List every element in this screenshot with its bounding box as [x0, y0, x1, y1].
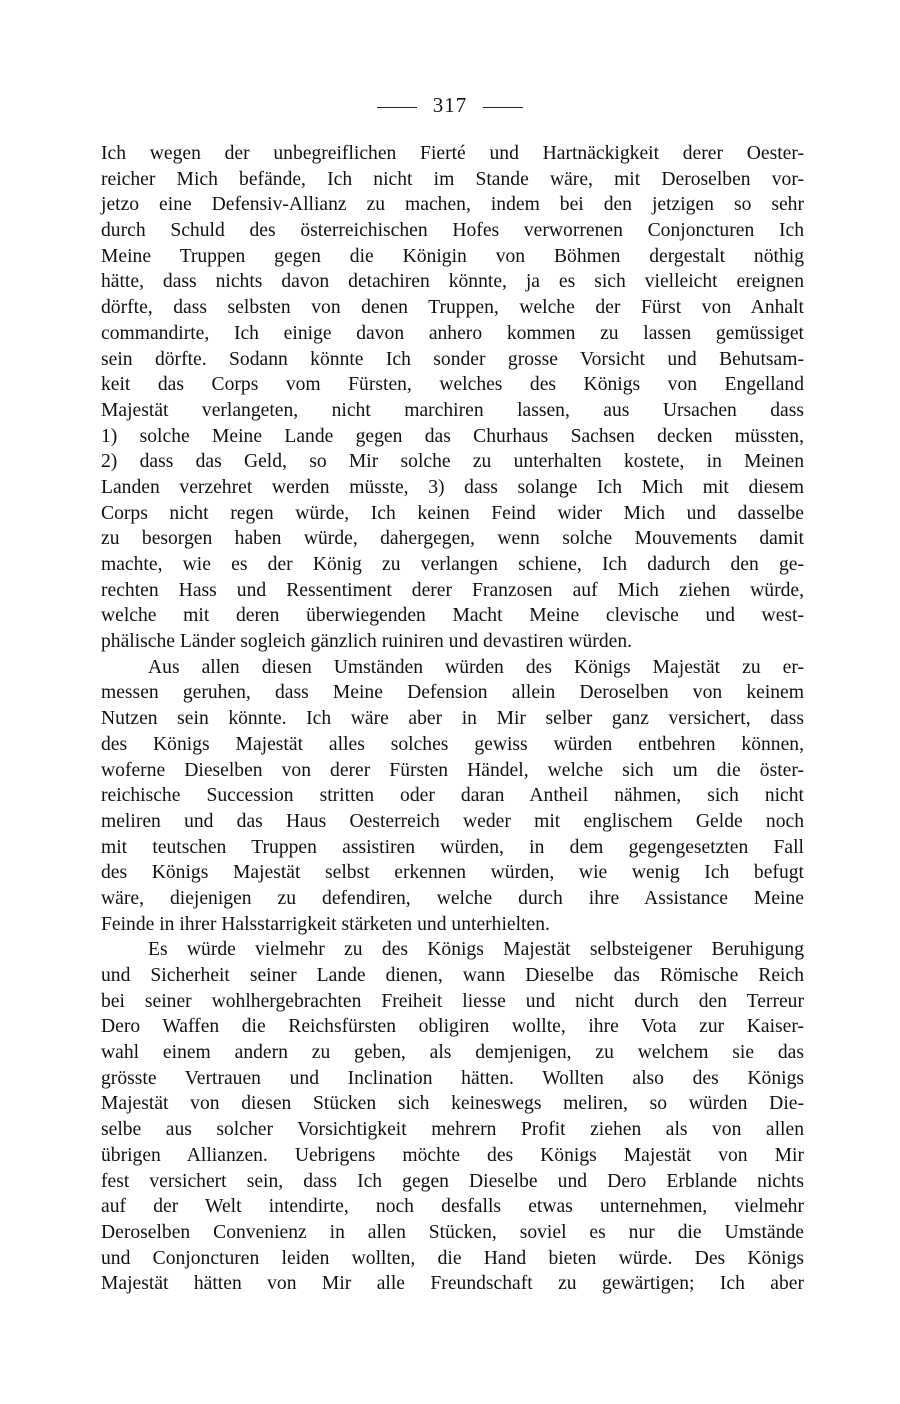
text-line: 1) solche Meine Lande gegen das Churhaus Sachsen decken müssten,: [101, 425, 804, 447]
text-line: meliren und das Haus Oesterreich weder mit englischem Gelde noch: [101, 810, 804, 832]
text-line: dörfte, dass selbsten von denen Truppen, welche der Fürst von Anhalt: [101, 297, 804, 319]
text-line: grösste Vertrauen und Inclination hätten. Wollten also des Königs: [101, 1067, 804, 1089]
text-line: Landen verzehret werden müsste, 3) dass solange Ich Mich mit diesem: [101, 476, 804, 498]
text-line: keit das Corps vom Fürsten, welches des Königs von Engelland: [101, 374, 804, 396]
text-line: Ich wegen der unbegreiflichen Fierté und Hartnäckigkeit derer Oester-: [101, 143, 804, 164]
text-line: jetzo eine Defensiv-Allianz zu machen, indem bei den jetzigen so sehr: [101, 194, 804, 216]
text-line: Majestät verlangeten, nicht marchiren lassen, aus Ursachen dass: [101, 399, 804, 421]
text-line: commandirte, Ich einige davon anhero kommen zu lassen gemüssiget: [101, 322, 804, 344]
text-line: zu besorgen haben würde, dahergegen, wenn solche Mouvements damit: [101, 528, 804, 550]
text-line: Deroselben Convenienz in allen Stücken, soviel es nur die Umstände: [101, 1221, 804, 1243]
text-line: sein dörfte. Sodann könnte Ich sonder grosse Vorsicht und Behutsam-: [101, 348, 804, 370]
page-header: [0, 91, 900, 119]
header-rule-right: [483, 107, 523, 108]
text-line: Es würde vielmehr zu des Königs Majestät selbsteigener Beruhigung: [148, 939, 804, 961]
text-line: Meine Truppen gegen die Königin von Böhmen dergestalt nöthig: [101, 245, 804, 267]
body-text: [101, 141, 804, 1297]
text-line: des Königs Majestät alles solches gewiss würden entbehren können,: [101, 733, 804, 755]
text-line: auf der Welt intendirte, noch desfalls etwas unternehmen, vielmehr: [101, 1196, 804, 1218]
text-line: bei seiner wohlhergebrachten Freiheit liesse und nicht durch den Terreur: [101, 990, 804, 1012]
text-line: rechten Hass und Ressentiment derer Franzosen auf Mich ziehen würde,: [101, 579, 804, 601]
text-line: reichische Succession stritten oder daran Antheil nähmen, sich nicht: [101, 785, 804, 807]
paragraph: [101, 655, 804, 938]
text-line: des Königs Majestät selbst erkennen würden, wie wenig Ich befugt: [101, 862, 804, 884]
text-line: durch Schuld des österreichischen Hofes verworrenen Conjoncturen Ich: [101, 220, 804, 242]
text-line: Feinde in ihrer Halsstarrigkeit stärketen und unterhielten.: [101, 913, 550, 935]
text-line: Dero Waffen die Reichsfürsten obligiren wollte, ihre Vota zur Kaiser-: [101, 1016, 804, 1038]
text-line: wahl einem andern zu geben, als demjenigen, zu welchem sie das: [101, 1042, 804, 1064]
text-line: Majestät hätten von Mir alle Freundschaft zu gewärtigen; Ich aber: [101, 1273, 804, 1295]
text-line: und Sicherheit seiner Lande dienen, wann Dieselbe das Römische Reich: [101, 965, 804, 986]
text-line: 2) dass das Geld, so Mir solche zu unterhalten kostete, in Meinen: [101, 451, 804, 473]
text-line: hätte, dass nichts davon detachiren könnte, ja es sich vielleicht ereignen: [101, 271, 804, 293]
text-line: fest versichert sein, dass Ich gegen Dieselbe und Dero Erblande nichts: [101, 1170, 804, 1192]
text-line: Majestät von diesen Stücken sich keineswegs meliren, so würden Die-: [101, 1093, 804, 1115]
text-line: Aus allen diesen Umständen würden des Königs Majestät zu er-: [148, 656, 804, 678]
text-line: phälische Länder sogleich gänzlich ruiniren und devastiren würden.: [101, 631, 633, 653]
text-line: woferne Dieselben von derer Fürsten Händel, welche sich um die öster-: [101, 759, 804, 781]
text-line: welche mit deren überwiegenden Macht Meine clevische und west-: [101, 605, 804, 627]
page-number: 317: [432, 93, 468, 117]
text-line: wäre, diejenigen zu defendiren, welche durch ihre Assistance Meine: [101, 887, 804, 909]
text-line: selbe aus solcher Vorsichtigkeit mehrern Profit ziehen als von allen: [101, 1119, 804, 1141]
text-line: reicher Mich befände, Ich nicht im Stande wäre, mit Deroselben vor-: [101, 168, 804, 190]
text-line: übrigen Allianzen. Uebrigens möchte des Königs Majestät von Mir: [101, 1144, 804, 1166]
text-line: mit teutschen Truppen assistiren würden, in dem gegengesetzten Fall: [101, 836, 804, 858]
text-line: Nutzen sein könnte. Ich wäre aber in Mir selber ganz versichert, dass: [101, 708, 804, 730]
text-line: messen geruhen, dass Meine Defension allein Deroselben von keinem: [101, 682, 804, 704]
text-line: machte, wie es der König zu verlangen schiene, Ich dadurch den ge-: [101, 554, 804, 575]
text-line: Corps nicht regen würde, Ich keinen Feind wider Mich und dasselbe: [101, 502, 804, 524]
text-line: und Conjoncturen leiden wollten, die Hand bieten würde. Des Königs: [101, 1247, 804, 1269]
paragraph: [101, 141, 804, 655]
header-rule-left: [377, 107, 417, 108]
paragraph: [101, 937, 804, 1297]
